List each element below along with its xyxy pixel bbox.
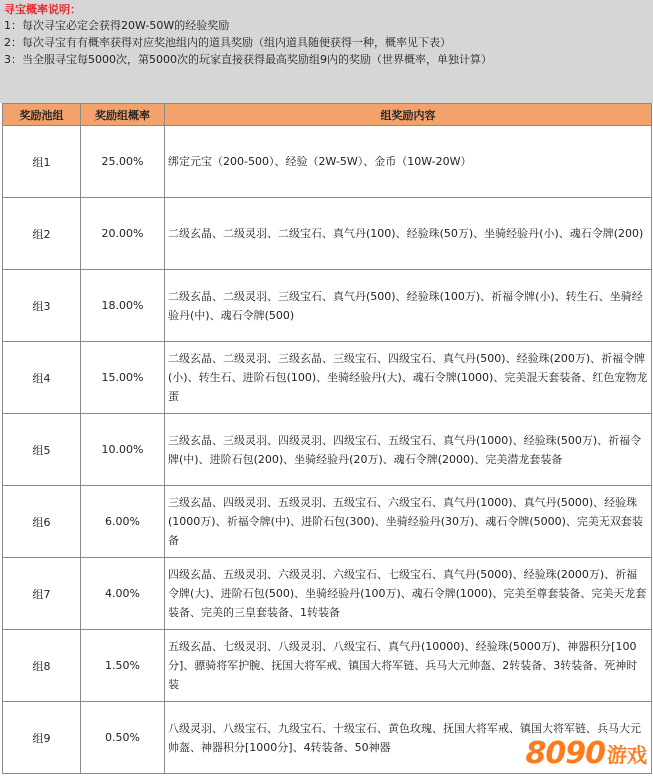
probability-cell: 4.00%	[81, 558, 165, 630]
reward-table	[2, 103, 652, 774]
group-cell: 组6	[3, 486, 81, 558]
group-cell: 组7	[3, 558, 81, 630]
watermark-logo	[526, 736, 648, 771]
table-row	[3, 270, 652, 342]
content-cell: 三级玄晶、三级灵羽、四级灵羽、四级宝石、五级宝石、真气丹(1000)、经验珠(500万)、祈福令牌(中)、进阶石包(200)、坐骑经验丹(20万)、魂石令牌(2000)、完美潜龙套装备	[165, 414, 652, 486]
group-cell: 组4	[3, 342, 81, 414]
watermark-text: 游戏	[607, 743, 647, 767]
content-cell: 二级玄晶、二级灵羽、三级宝石、真气丹(500)、经验珠(100万)、祈福令牌(小)、转生石、坐骑经验丹(中)、魂石令牌(500)	[165, 270, 652, 342]
group-cell: 组1	[3, 126, 81, 198]
table-row	[3, 126, 652, 198]
header-probability: 奖励组概率	[81, 104, 165, 126]
header-group: 奖励池组	[3, 104, 81, 126]
group-cell: 组5	[3, 414, 81, 486]
content-cell: 八级灵羽、八级宝石、九级宝石、十级宝石、黄色玫瑰、抚国大将军戒、镇国大将军链、兵马大元帅盔、神器积分[1000分]、4转装备、50神器	[165, 702, 652, 774]
note-line-1: 1：每次寻宝必定会获得20W-50W的经验奖励	[4, 19, 230, 32]
probability-notes	[0, 0, 653, 103]
content-cell: 二级玄晶、二级灵羽、二级宝石、真气丹(100)、经验珠(50万)、坐骑经验丹(小)、魂石令牌(200)	[165, 198, 652, 270]
table-header-row	[3, 104, 652, 126]
table-row	[3, 198, 652, 270]
group-cell: 组9	[3, 702, 81, 774]
note-line-3: 3：当全服寻宝每5000次，第5000次的玩家直接获得最高奖励组9内的奖励（世界概率，单独计算）	[4, 53, 492, 66]
table-row	[3, 342, 652, 414]
group-cell: 组8	[3, 630, 81, 702]
content-cell: 二级玄晶、二级灵羽、三级玄晶、三级宝石、四级宝石、真气丹(500)、经验珠(200万)、祈福令牌(小)、转生石、进阶石包(100)、坐骑经验丹(大)、魂石令牌(1000)、完美混天套装备、红色宠物龙蛋	[165, 342, 652, 414]
probability-cell: 1.50%	[81, 630, 165, 702]
table-row	[3, 630, 652, 702]
table-row	[3, 486, 652, 558]
probability-cell: 0.50%	[81, 702, 165, 774]
probability-cell: 18.00%	[81, 270, 165, 342]
table-row	[3, 414, 652, 486]
content-cell: 三级玄晶、四级灵羽、五级灵羽、五级宝石、六级宝石、真气丹(1000)、真气丹(5000)、经验珠(1000万)、祈福令牌(中)、进阶石包(300)、坐骑经验丹(30万)、魂石令牌(5000)、完美无双套装备	[165, 486, 652, 558]
content-cell: 绑定元宝（200-500）、经验（2W-5W）、金币（10W-20W）	[165, 126, 652, 198]
content-cell: 五级玄晶、七级灵羽、八级灵羽、八级宝石、真气丹(10000)、经验珠(5000万)、神器积分[100分]、骠骑将军护腕、抚国大将军戒、镇国大将军链、兵马大元帅盔、2转装备、3转装备、死神时装	[165, 630, 652, 702]
probability-cell: 10.00%	[81, 414, 165, 486]
notes-title: 寻宝概率说明：	[4, 3, 81, 16]
probability-cell: 6.00%	[81, 486, 165, 558]
probability-cell: 15.00%	[81, 342, 165, 414]
content-cell: 四级玄晶、五级灵羽、六级灵羽、六级宝石、七级宝石、真气丹(5000)、经验珠(2000万)、祈福令牌(大)、进阶石包(500)、坐骑经验丹(100万)、魂石令牌(1000)、完美至尊套装备、完美天龙套装备、完美的三皇套装备、1转装备	[165, 558, 652, 630]
table-row	[3, 558, 652, 630]
probability-cell: 25.00%	[81, 126, 165, 198]
note-line-2: 2：每次寻宝有有概率获得对应奖池组内的道具奖励（组内道具随便获得一种，概率见下表）	[4, 36, 451, 49]
probability-cell: 20.00%	[81, 198, 165, 270]
watermark-number: 8090	[525, 736, 605, 771]
group-cell: 组2	[3, 198, 81, 270]
header-content: 组奖励内容	[165, 104, 652, 126]
group-cell: 组3	[3, 270, 81, 342]
